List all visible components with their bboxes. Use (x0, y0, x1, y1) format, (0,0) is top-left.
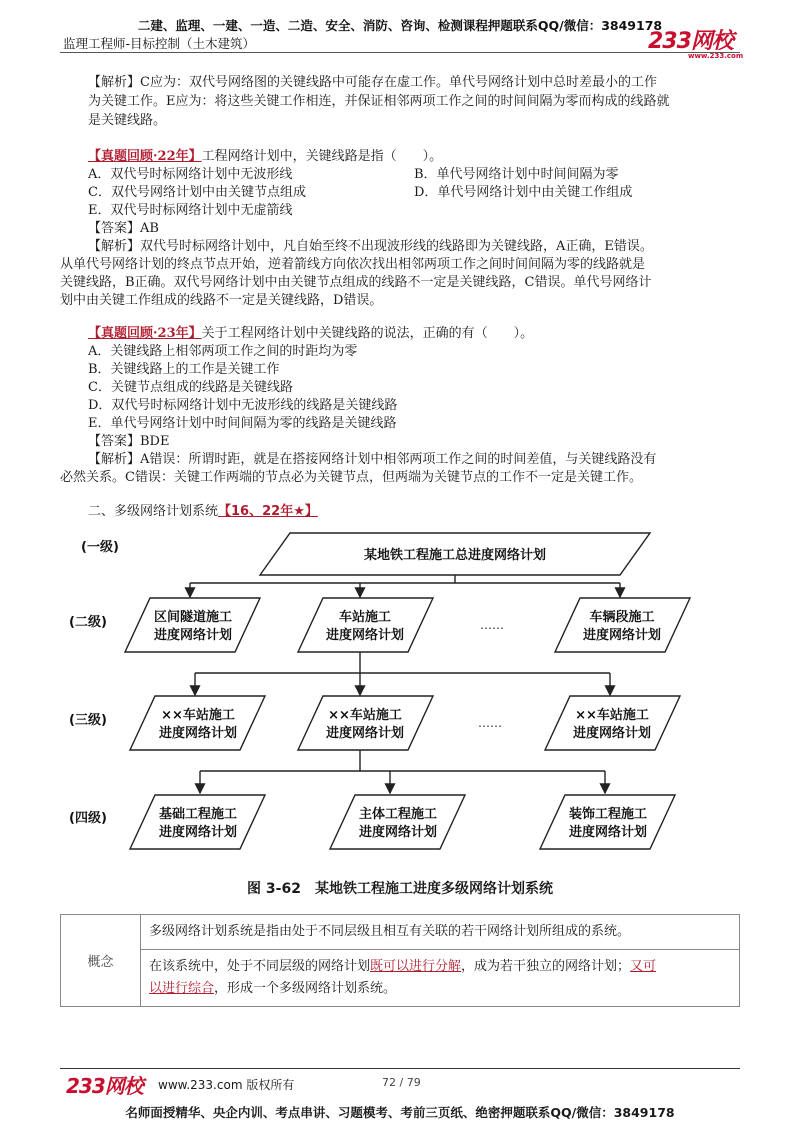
l3-box-1-line2: 进度网络计划 (158, 726, 238, 741)
section-tag: 【16、22年★】 (218, 504, 318, 519)
block1-analysis-line3: 是关键线路。 (88, 113, 167, 128)
q22-analysis-line1: 【解析】双代号时标网络计划中，凡自始至终不出现波形线的线路即为关键线路，A正确，E错误。 (88, 239, 653, 254)
level-label-1: (一级) (81, 540, 119, 555)
l4-box-1-line1: 基础工程施工 (158, 807, 238, 822)
q22-analysis-line4: 划中由关键工作组成的线路不一定是关键线路，D错误。 (60, 293, 383, 308)
top-box-label: 某地铁工程施工总进度网络计划 (363, 548, 547, 563)
block1-analysis-line1: 【解析】C应为：双代号网络图的关键线路中可能存在虚工作。单代号网络计划中总时差最小的工作 (88, 75, 657, 90)
l2-box-3-line2: 进度网络计划 (582, 628, 662, 643)
concept-table (60, 914, 740, 1007)
level-label-2: (二级) (69, 615, 107, 630)
q22-option-c: C．双代号网络计划中由关键节点组成 (88, 185, 306, 200)
table-row (61, 950, 740, 1007)
l4-box-1 (130, 795, 265, 849)
l4-box-2-line2: 进度网络计划 (358, 825, 438, 840)
q23-option-c: C．关键节点组成的线路是关键线路 (88, 380, 293, 395)
l3-box-3 (545, 696, 680, 750)
q22-question (88, 148, 442, 165)
q22-analysis-line3: 关键线路，B正确。双代号网络计划中由关键节点组成的线路不一定是关键线路，C错误。单代号网络计 (60, 275, 652, 290)
header-rule (60, 52, 740, 53)
concept-row1: 多级网络计划系统是指由处于不同层级且相互有关联的若干网络计划所组成的系统。 (141, 915, 740, 950)
q22-option-a: A．双代号时标网络计划中无波形线 (88, 167, 293, 182)
q22-stem: 工程网络计划中，关键线路是指（ ）。 (201, 149, 443, 164)
l3-box-2-line2: 进度网络计划 (325, 726, 405, 741)
l4-box-3 (540, 795, 675, 849)
q23-option-b: B．关键线路上的工作是关键工作 (88, 362, 280, 377)
q23-analysis-line1: 【解析】A错误：所谓时距，就是在搭接网络计划中相邻两项工作之间的时间差值，与关键线路没有 (88, 452, 657, 467)
q23-analysis-line2: 必然关系。C错误：关键工作两端的节点必为关键节点，但两端为关键节点的工作不一定是关键工作。 (60, 470, 642, 485)
footer-rule (60, 1068, 740, 1069)
l2-box-1-line1: 区间隧道施工 (153, 610, 233, 625)
q22-analysis-line2: 从单代号网络计划的终点节点开始，逆着箭线方向依次找出相邻两项工作之间时间间隔为零的线路就是 (60, 257, 646, 272)
page-number: 72 / 79 (382, 1076, 421, 1089)
l2-box-1 (125, 598, 260, 652)
l3-box-2 (298, 696, 433, 750)
q23-option-e: E．单代号网络计划中时间间隔为零的线路是关键线路 (88, 416, 397, 431)
q23-option-d: D．双代号时标网络计划中无波形线的线路是关键线路 (88, 398, 398, 413)
figure-caption: 图 3-62 某地铁工程施工进度多级网络计划系统 (247, 881, 553, 897)
section-heading: 二、多级网络计划系统【16、22年★】 (88, 504, 318, 519)
l2-ellipsis: …… (480, 618, 504, 632)
header-logo[interactable]: 233网校 www.233.com (648, 29, 744, 60)
l4-box-1-line2: 进度网络计划 (158, 825, 238, 840)
q22-answer: 【答案】AB (88, 221, 159, 236)
concept-key: 概念 (61, 915, 141, 1007)
q23-answer: 【答案】BDE (88, 434, 170, 449)
l4-box-3-line1: 装饰工程施工 (568, 807, 648, 822)
l3-box-1-line1: ××车站施工 (161, 708, 235, 723)
q22-option-e: E．双代号时标网络计划中无虚箭线 (88, 203, 293, 218)
l2-box-2 (298, 598, 433, 652)
l4-box-2 (330, 795, 465, 849)
table-row (61, 915, 740, 950)
q22-option-d: D．单代号网络计划中由关键工作组成 (414, 185, 633, 200)
block1-analysis-line2: 为关键工作。E应为：将这些关键工作相连，并保证相邻两项工作之间的时间间隔为零而构成的线路就 (88, 94, 670, 109)
l3-box-2-line1: ××车站施工 (328, 708, 402, 723)
q23-option-a: A．关键线路上相邻两项工作之间的时距均为零 (88, 344, 358, 359)
l4-box-2-line1: 主体工程施工 (358, 807, 438, 822)
l2-box-3 (555, 598, 690, 652)
l4-box-3-line2: 进度网络计划 (568, 825, 648, 840)
level-label-4: (四级) (69, 811, 107, 826)
q23-stem: 关于工程网络计划中关键线路的说法，正确的有（ ）。 (201, 326, 534, 341)
l3-box-3-line2: 进度网络计划 (572, 726, 652, 741)
l3-box-3-line1: ××车站施工 (575, 708, 649, 723)
q23-question (88, 325, 533, 342)
header-ad-line: 二建、监理、一建、一造、二造、安全、消防、咨询、检测课程押题联系QQ/微信：3849178 (137, 18, 663, 33)
level-label-3: (三级) (69, 713, 107, 728)
header-subtitle: 监理工程师-目标控制（土木建筑） (63, 36, 256, 51)
l2-box-2-line2: 进度网络计划 (325, 628, 405, 643)
q23-tag: 【真题回顾·23年】 (88, 326, 202, 341)
footer-copyright[interactable]: www.233.com 版权所有 (158, 1078, 295, 1092)
footer-ad-line: 名师面授精华、央企内训、考点串讲、习题模考、考前三页纸、绝密押题联系QQ/微信：3849178 (125, 1105, 675, 1120)
l3-box-1 (130, 696, 265, 750)
l3-ellipsis: …… (478, 716, 502, 730)
concept-row2: 在该系统中，处于不同层级的网络计划既可以进行分解，成为若干独立的网络计划；又可 以进行综合，形成一个多级网络计划系统。 (141, 950, 740, 1007)
l2-box-3-line1: 车辆段施工 (589, 610, 655, 625)
q22-option-b: B．单代号网络计划中时间间隔为零 (414, 167, 619, 182)
q22-tag: 【真题回顾·22年】 (88, 149, 202, 164)
multilevel-network-diagram (60, 525, 740, 870)
l2-box-1-line2: 进度网络计划 (153, 628, 233, 643)
l2-box-2-line1: 车站施工 (338, 610, 392, 625)
footer-logo[interactable]: 233网校 (66, 1074, 143, 1098)
